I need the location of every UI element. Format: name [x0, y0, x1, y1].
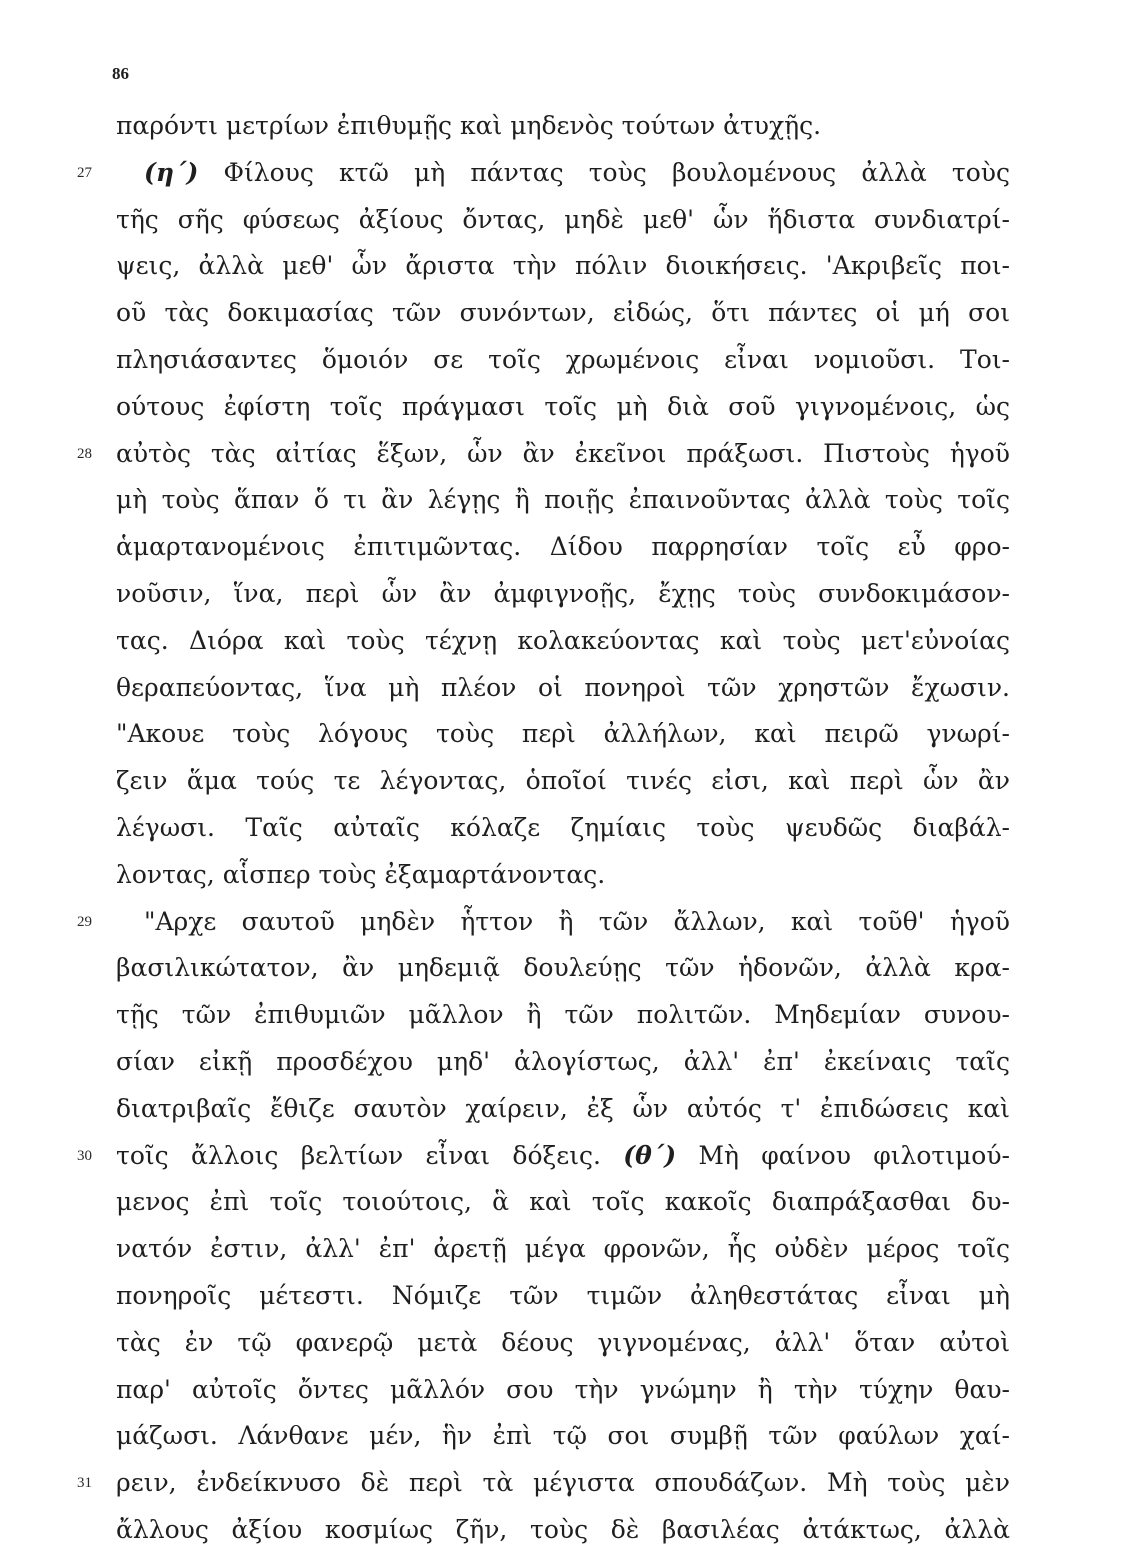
text-line	[116, 103, 1010, 150]
section-mark: (θ΄)	[623, 1140, 677, 1170]
text-line	[77, 899, 1010, 946]
text-line	[116, 618, 1010, 665]
text-line	[116, 665, 1010, 712]
text-segment: ψεις, ἀλλὰ μεθ' ὧν ἄριστα τὴν πόλιν διοικήσεις. 'Ακριβεῖς ποι-	[116, 251, 1010, 281]
section-number: 29	[77, 913, 92, 930]
text-line	[116, 1273, 1010, 1320]
text-line	[116, 337, 1010, 384]
text-segment: πονηροῖς μέτεστι. Νόμιζε τῶν τιμῶν ἀληθεστάτας εἶναι μὴ	[116, 1280, 1010, 1310]
text-line	[116, 524, 1010, 571]
text-segment: παρόντι μετρίων ἐπιθυμῇς καὶ μηδενὸς τούτων ἀτυχῇς.	[116, 111, 822, 140]
text-segment: ἁμαρτανομένοις ἐπιτιμῶντας. Δίδου παρρησίαν τοῖς εὖ φρο-	[116, 532, 1010, 562]
page-number: 86	[112, 64, 129, 83]
text-segment: μάζωσι. Λάνθανε μέν, ἣν ἐπὶ τῷ σοι συμβῇ τῶν φαύλων χαί-	[116, 1421, 1010, 1451]
text-line	[116, 384, 1010, 431]
text-segment: τῇς τῶν ἐπιθυμιῶν μᾶλλον ἢ τῶν πολιτῶν. Μηδεμίαν συνου-	[116, 1000, 1010, 1030]
text-segment: ούτους ἐφίστη τοῖς πράγμασι τοῖς μὴ διὰ σοῦ γιγνομένοις, ὡς	[116, 391, 1010, 421]
text-segment: ζειν ἅμα τούς τε λέγοντας, ὁποῖοί τινές εἰσι, καὶ περὶ ὧν ἂν	[116, 766, 1010, 796]
text-segment: τοῖς ἄλλοις βελτίων εἶναι δόξεις.	[116, 1140, 624, 1170]
section-number: 28	[77, 445, 92, 462]
text-line	[116, 197, 1010, 244]
text-segment: σίαν εἰκῇ προσδέχου μηδ' ἀλογίστως, ἀλλ' ἐπ' ἐκείναις ταῖς	[116, 1046, 1010, 1076]
text-line	[77, 1133, 1010, 1180]
section-number: 31	[77, 1475, 92, 1492]
text-segment: ρειν, ἐνδείκνυσο δὲ περὶ τὰ μέγιστα σπουδάζων. Μὴ τοὺς μὲν	[116, 1468, 1010, 1498]
text-line	[116, 945, 1010, 992]
text-line	[77, 150, 1010, 197]
section-number: 30	[77, 1147, 92, 1164]
text-segment: "Ακουε τοὺς λόγους τοὺς περὶ ἀλλήλων, καὶ πειρῶ γνωρί-	[116, 719, 1010, 749]
text-line	[116, 1507, 1010, 1554]
text-segment: νοῦσιν, ἵνα, περὶ ὧν ἂν ἀμφιγνοῇς, ἔχῃς τοὺς συνδοκιμάσον-	[116, 578, 1010, 608]
text-segment: τας. Διόρα καὶ τοὺς τέχνῃ κολακεύοντας καὶ τοὺς μετ'εὐνοίας	[116, 625, 1010, 655]
text-line	[116, 1413, 1010, 1460]
text-line	[116, 1179, 1010, 1226]
text-segment: "Αρχε σαυτοῦ μηδὲν ἧττον ἢ τῶν ἄλλων, καὶ τοῦθ' ἡγοῦ	[144, 906, 1010, 936]
text-segment: πλησιάσαντες ὅμοιόν σε τοῖς χρωμένοις εἶναι νομιοῦσι. Τοι-	[116, 344, 1010, 374]
text-segment: οῦ τὰς δοκιμασίας τῶν συνόντων, εἰδώς, ὅτι πάντες οἱ μή σοι	[116, 298, 1010, 328]
text-segment: ἄλλους ἀξίου κοσμίως ζῆν, τοὺς δὲ βασιλέας ἀτάκτως, ἀλλὰ	[116, 1514, 1010, 1544]
text-line	[116, 992, 1010, 1039]
text-segment: Φίλους κτῶ μὴ πάντας τοὺς βουλομένους ἀλλὰ τοὺς	[198, 157, 1010, 187]
text-line	[116, 477, 1010, 524]
text-line	[116, 290, 1010, 337]
text-segment: θεραπεύοντας, ἵνα μὴ πλέον οἱ πονηροὶ τῶν χρηστῶν ἔχωσιν.	[116, 672, 1010, 702]
section-mark: (η΄)	[144, 157, 199, 187]
text-line	[116, 805, 1010, 852]
text-line	[116, 711, 1010, 758]
text-segment: τὰς ἐν τῷ φανερῷ μετὰ δέους γιγνομένας, ἀλλ' ὅταν αὐτοὶ	[116, 1327, 1010, 1357]
text-segment: διατριβαῖς ἔθιζε σαυτὸν χαίρειν, ἐξ ὧν αὐτός τ' ἐπιδώσεις καὶ	[116, 1093, 1010, 1123]
text-line	[116, 571, 1010, 618]
text-line	[116, 1367, 1010, 1414]
text-segment: βασιλικώτατον, ἂν μηδεμιᾷ δουλεύῃς τῶν ἡδονῶν, ἀλλὰ κρα-	[116, 953, 1010, 983]
text-line	[77, 431, 1010, 478]
text-segment: λοντας, αἷσπερ τοὺς ἐξαμαρτάνοντας.	[116, 859, 606, 889]
text-segment: νατόν ἐστιν, ἀλλ' ἐπ' ἀρετῇ μέγα φρονῶν, ἧς οὐδὲν μέρος τοῖς	[116, 1234, 1010, 1264]
text-line	[116, 852, 1010, 899]
text-segment: μενος ἐπὶ τοῖς τοιούτοις, ἃ καὶ τοῖς κακοῖς διαπράξασθαι δυ-	[116, 1187, 1010, 1217]
text-body	[77, 103, 1010, 1554]
text-segment: αὐτὸς τὰς αἰτίας ἕξων, ὧν ἂν ἐκεῖνοι πράξωσι. Πιστοὺς ἡγοῦ	[116, 438, 1010, 468]
text-line	[116, 1226, 1010, 1273]
text-line	[116, 1086, 1010, 1133]
text-line	[116, 243, 1010, 290]
text-segment: τῆς σῆς φύσεως ἀξίους ὄντας, μηδὲ μεθ' ὧν ἥδιστα συνδιατρί-	[116, 204, 1010, 234]
text-segment: παρ' αὐτοῖς ὄντες μᾶλλόν σου τὴν γνώμην ἢ τὴν τύχην θαυ-	[116, 1374, 1010, 1404]
text-line	[116, 758, 1010, 805]
section-number: 27	[77, 164, 92, 181]
text-line	[116, 1039, 1010, 1086]
text-segment: μὴ τοὺς ἅπαν ὅ τι ἂν λέγῃς ἢ ποιῇς ἐπαινοῦντας ἀλλὰ τοὺς τοῖς	[116, 485, 1010, 515]
text-segment: λέγωσι. Ταῖς αὐταῖς κόλαζε ζημίαις τοὺς ψευδῶς διαβάλ-	[116, 812, 1010, 842]
text-line	[116, 1320, 1010, 1367]
text-segment: Μὴ φαίνου φιλοτιμού-	[676, 1140, 1010, 1170]
